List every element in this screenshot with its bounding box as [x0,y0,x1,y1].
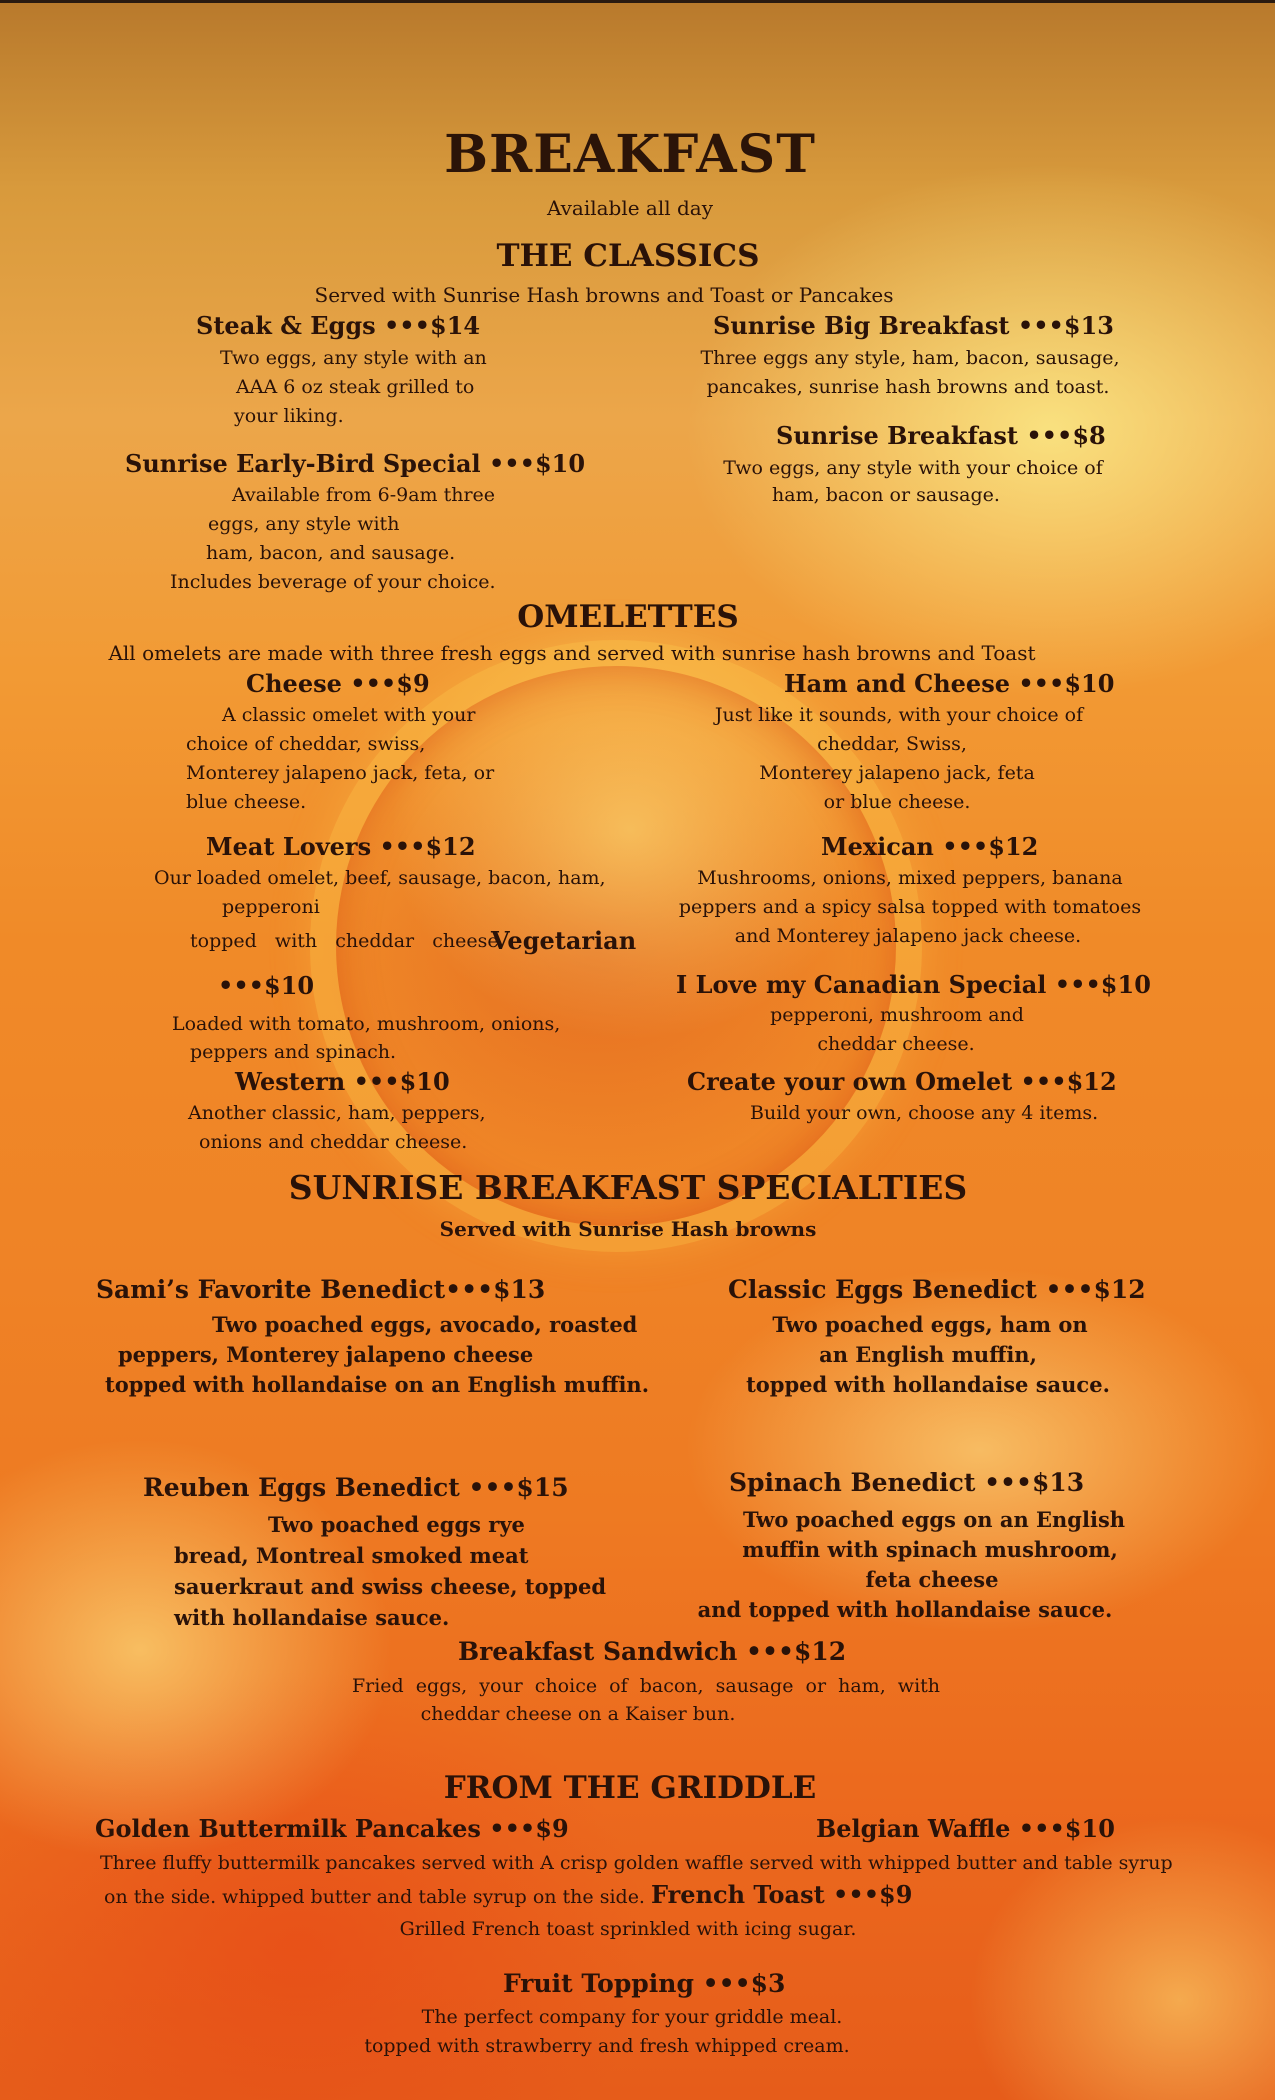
item-desc: Two poached eggs on an English [742,1507,1126,1532]
item-ham-cheese-omelet: Ham and Cheese •••$10 [784,669,1115,698]
classics-note: Served with Sunrise Hash browns and Toast or Pancakes [314,283,894,307]
item-desc: Grilled French toast sprinkled with icing sugar. [399,1918,857,1940]
item-create-own-omelet: Create your own Omelet •••$12 [687,1067,1117,1096]
item-cheese-omelet: Cheese •••$9 [246,669,430,698]
item-desc: Loaded with tomato, mushroom, onions, [172,1013,561,1035]
item-desc: Monterey jalapeno jack, feta, or [186,762,495,784]
item-desc: Two eggs, any style with your choice of [723,457,1103,479]
item-vegetarian-price: •••$10 [218,971,315,1000]
menu-title: BREAKFAST [444,124,816,185]
item-desc: peppers, Monterey jalapeno cheese [118,1342,534,1367]
item-meat-lovers: Meat Lovers •••$12 [206,832,476,861]
item-desc: Two poached eggs, ham on [772,1312,1088,1337]
item-desc: Build your own, choose any 4 items. [750,1102,1099,1124]
item-desc: muffin with spinach mushroom, [742,1537,1118,1562]
item-desc: cheddar cheese on a Kaiser bun. [420,1703,736,1725]
menu-subtitle: Available all day [546,196,714,220]
item-steak-eggs: Steak & Eggs •••$14 [196,311,481,340]
item-desc: cheddar cheese. [817,1033,975,1055]
item-belgian-waffle: Belgian Waffle •••$10 [816,1814,1115,1843]
item-spinach-benedict: Spinach Benedict •••$13 [729,1468,1085,1497]
section-heading-omelettes: OMELETTES [517,599,739,635]
item-desc: sauerkraut and swiss cheese, topped [174,1574,607,1599]
item-desc: ham, bacon, and sausage. [206,542,456,564]
item-french-toast: French Toast •••$9 [651,1880,913,1909]
item-desc: Our loaded omelet, beef, sausage, bacon, ham, [154,867,606,889]
item-desc: or blue cheese. [823,791,971,813]
item-desc: topped with cheddar cheese [190,930,499,952]
item-desc: peppers and spinach. [190,1041,397,1063]
griddle-desc-line1: Three fluffy buttermilk pancakes served with A crisp golden waffle served with whipped butter and table syrup [100,1852,1173,1874]
section-heading-specialties: SUNRISE BREAKFAST SPECIALTIES [288,1168,968,1207]
specialties-note: Served with Sunrise Hash browns [439,1217,817,1241]
item-desc: topped with hollandaise sauce. [746,1372,1110,1397]
item-desc: eggs, any style with [208,513,400,535]
item-desc: pepperoni, mushroom and [770,1004,1024,1026]
item-western: Western •••$10 [235,1067,450,1096]
item-desc: with hollandaise sauce. [174,1605,450,1630]
item-desc: pancakes, sunrise hash browns and toast. [706,376,1110,398]
item-desc: Another classic, ham, peppers, [188,1102,486,1124]
item-desc: ham, bacon or sausage. [772,484,1000,506]
item-desc: Two poached eggs, avocado, roasted [212,1312,638,1337]
item-desc: cheddar, Swiss, [817,733,967,755]
item-sunrise-breakfast: Sunrise Breakfast •••$8 [776,421,1106,450]
item-desc: Mushrooms, onions, mixed peppers, banana [697,867,1123,889]
item-desc: topped with hollandaise on an English muffin. [105,1372,650,1397]
section-heading-classics: THE CLASSICS [496,238,760,274]
item-desc: pepperoni [222,896,320,918]
item-desc: and Monterey jalapeno jack cheese. [734,925,1082,947]
item-desc: Two poached eggs rye [268,1512,525,1537]
item-desc: blue cheese. [186,791,307,813]
item-desc: Just like it sounds, with your choice of [714,704,1084,726]
griddle-desc-line2: on the side. whipped butter and table syrup on the side. [104,1886,645,1908]
item-desc: AAA 6 oz steak grilled to [236,376,475,398]
item-desc: Includes beverage of your choice. [170,571,496,593]
item-desc: feta cheese [865,1567,999,1592]
item-desc: peppers and a spicy salsa topped with tomatoes [678,896,1142,918]
item-early-bird: Sunrise Early-Bird Special •••$10 [125,449,586,478]
item-desc: an English muffin, [819,1342,1037,1367]
top-edge-line [0,0,1275,3]
item-desc: your liking. [234,405,344,427]
item-desc: bread, Montreal smoked meat [174,1543,529,1568]
item-mexican: Mexican •••$12 [821,832,1039,861]
section-heading-griddle: FROM THE GRIDDLE [443,1770,817,1806]
item-desc: onions and cheddar cheese. [199,1131,468,1153]
item-desc: topped with strawberry and fresh whipped cream. [364,2035,850,2057]
item-desc: A classic omelet with your [222,704,476,726]
item-canadian-special: I Love my Canadian Special •••$10 [676,970,1151,999]
item-desc: The perfect company for your griddle meal. [421,2006,843,2028]
item-classic-benedict: Classic Eggs Benedict •••$12 [728,1275,1146,1304]
item-reuben-benedict: Reuben Eggs Benedict •••$15 [143,1473,569,1502]
item-fruit-topping: Fruit Topping •••$3 [503,1969,786,1998]
item-desc: Available from 6-9am three [232,484,496,506]
omelettes-note: All omelets are made with three fresh eggs and served with sunrise hash browns and Toast [108,641,1036,665]
item-desc: and topped with hollandaise sauce. [697,1597,1113,1622]
item-big-breakfast: Sunrise Big Breakfast •••$13 [713,311,1114,340]
item-desc: Three eggs any style, ham, bacon, sausage, [700,347,1120,369]
item-pancakes: Golden Buttermilk Pancakes •••$9 [95,1814,569,1843]
item-desc: Two eggs, any style with an [220,347,487,369]
item-desc: Fried eggs, your choice of bacon, sausage or ham, with [351,1675,941,1697]
item-samis-benedict: Sami’s Favorite Benedict•••$13 [96,1275,546,1304]
item-desc: Monterey jalapeno jack, feta [759,762,1035,784]
item-desc: choice of cheddar, swiss, [186,733,426,755]
item-vegetarian: Vegetarian [491,926,637,955]
item-breakfast-sandwich: Breakfast Sandwich •••$12 [458,1637,847,1666]
